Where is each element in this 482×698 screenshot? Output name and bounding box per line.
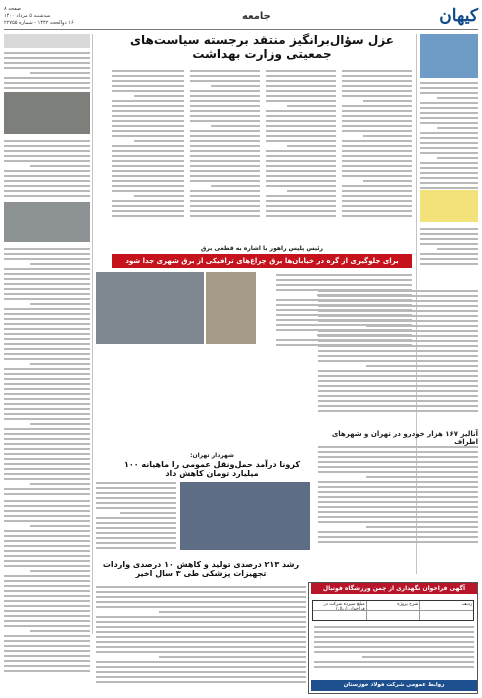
left-column-header [4, 34, 90, 48]
masthead-rule [4, 29, 478, 30]
ad-table-row [313, 610, 473, 620]
ad-footer: روابط عمومی شرکت فولاد خوزستان [311, 680, 477, 691]
ad-table [312, 600, 474, 621]
transport-photo [180, 482, 310, 550]
main-article-col-4 [112, 70, 184, 220]
right-lower-text [318, 290, 478, 415]
right-column-yellow-box [420, 190, 478, 222]
date-line [4, 6, 74, 27]
left-column-photo-2 [4, 202, 90, 242]
issue-date: سه‌شنبه ۵ مرداد ۱۴۰۰ [4, 12, 51, 19]
transport-headline: کرونا درآمد حمل‌ونقل عمومی را ماهیانه ۱۰۰ میلیارد تومان کاهش داد [123, 460, 300, 479]
newspaper-logo: کیهان [439, 6, 478, 26]
main-article-col-1 [342, 70, 412, 220]
traffic-kicker: رئیس پلیس راهور با اشاره به قطعی برق [201, 245, 323, 252]
left-column-text-4 [4, 500, 90, 675]
traffic-headline: برای جلوگیری از گره در خیابان‌ها برق چراغ‌های ترافیکی از برق شهری جدا شود [112, 254, 412, 268]
left-column-divider [92, 34, 93, 634]
top-right-image [420, 34, 478, 78]
page-number: صفحه ۸ [4, 5, 21, 12]
ad-title: آگهی فراخوان نگهداری از چمن ورزشگاه فوتبال [311, 583, 477, 594]
taxi-article-text [318, 446, 478, 546]
ad-header-deposit: مبلغ سپرده شرکت در فراخوان (ریال) [323, 602, 365, 610]
right-column-text-2 [420, 228, 478, 268]
medical-headline: رشد ۲۱۳ درصدی تولید و کاهش ۱۰ درصدی واردات تجهیزات پزشکی طی ۳ سال اخیر [102, 560, 300, 579]
ad-header-project: شرح پروژه [366, 601, 420, 610]
main-headline: عزل سؤال‌برانگیز منتقد برجسته سیاست‌های جمعیتی وزارت بهداشت [130, 33, 394, 61]
transport-article-text [96, 482, 176, 552]
ad-table-header [313, 601, 473, 610]
right-column-text [420, 82, 478, 202]
left-column-photo-1 [4, 92, 90, 134]
medical-article-text [96, 586, 306, 686]
masthead [4, 4, 478, 28]
transport-kicker: شهردار تهران: [190, 452, 234, 459]
main-article-col-2 [266, 70, 336, 220]
issue-number: ۱۶ ذوالحجه ۱۴۴۲ - شماره ۲۲۷۵۵ [4, 19, 74, 26]
ad-header-index: ردیف [419, 601, 473, 610]
left-column-text-2 [4, 140, 90, 200]
taxi-headline: آنالیز ۱۶۷ هزار خودرو در تهران و شهرهای اطراف [331, 430, 478, 447]
traffic-photo-2 [206, 272, 256, 344]
section-title: جامعه [242, 10, 271, 22]
ad-text [314, 626, 474, 671]
left-column-text-3 [4, 248, 90, 498]
main-article-col-3 [190, 70, 260, 220]
traffic-photo-1 [96, 272, 204, 344]
